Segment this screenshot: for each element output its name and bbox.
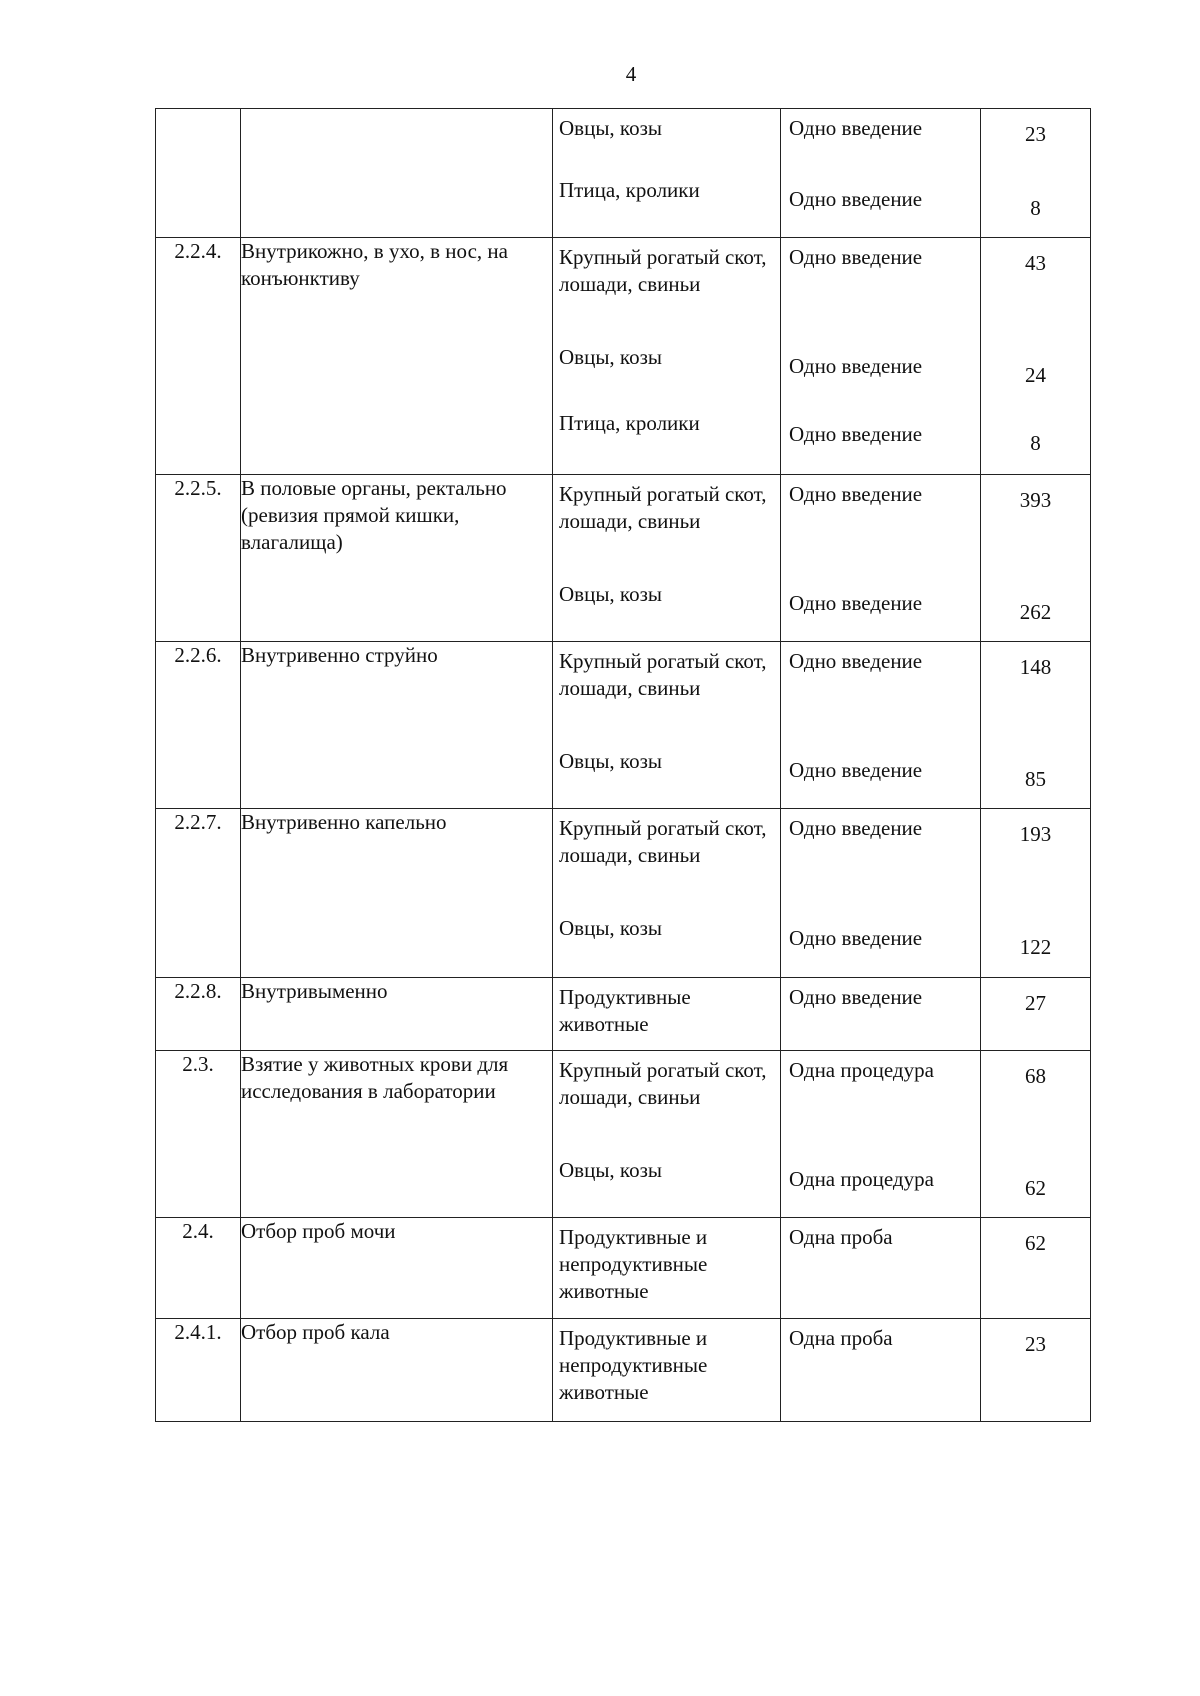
animal-category: Птица, кролики	[559, 411, 700, 435]
table-row	[156, 238, 1091, 475]
unit-of-measure: Одно введение	[789, 816, 923, 840]
row-service-name: Отбор проб кала	[241, 1319, 553, 1422]
table-row	[156, 642, 1091, 809]
price-value: 8	[1030, 431, 1041, 455]
row-code: 2.4.	[156, 1218, 241, 1319]
price-table	[155, 108, 1091, 1422]
price-value: 27	[1025, 991, 1046, 1015]
row-unit-cell	[781, 109, 981, 238]
row-code	[156, 109, 241, 238]
price-value: 68	[1025, 1064, 1046, 1088]
price-value: 23	[1025, 122, 1046, 146]
price-value: 8	[1030, 196, 1041, 220]
animal-category: Продуктивные и непродуктивные животные	[559, 1225, 708, 1303]
row-unit-cell	[781, 1218, 981, 1319]
row-unit-cell	[781, 1051, 981, 1218]
row-unit-cell	[781, 1319, 981, 1422]
animal-category: Крупный рогатый скот, лошади, свиньи	[559, 649, 767, 700]
price-value: 193	[1019, 822, 1052, 846]
row-service-name: В половые органы, ректально (ревизия прямой кишки, влагалища)	[241, 475, 553, 642]
animal-category: Овцы, козы	[559, 916, 662, 940]
unit-of-measure: Одно введение	[789, 482, 923, 506]
animal-category: Крупный рогатый скот, лошади, свиньи	[559, 1058, 767, 1109]
unit-of-measure: Одно введение	[789, 985, 923, 1009]
animal-category: Продуктивные животные	[559, 985, 691, 1036]
row-code: 2.2.8.	[156, 978, 241, 1051]
animal-category: Крупный рогатый скот, лошади, свиньи	[559, 816, 767, 867]
row-animals-cell	[553, 1319, 781, 1422]
row-unit-cell	[781, 238, 981, 475]
row-code: 2.4.1.	[156, 1319, 241, 1422]
table-row	[156, 809, 1091, 978]
row-price-cell	[981, 1319, 1091, 1422]
row-service-name	[241, 109, 553, 238]
page-number: 4	[625, 62, 637, 86]
unit-of-measure: Одно введение	[789, 422, 923, 446]
row-service-name: Внутривенно капельно	[241, 809, 553, 978]
price-value: 43	[1025, 251, 1046, 275]
animal-category: Птица, кролики	[559, 178, 700, 202]
row-service-name: Внутривенно струйно	[241, 642, 553, 809]
animal-category: Овцы, козы	[559, 345, 662, 369]
row-unit-cell	[781, 978, 981, 1051]
price-value: 122	[1019, 935, 1052, 959]
unit-of-measure: Одно введение	[789, 187, 923, 211]
row-price-cell	[981, 238, 1091, 475]
price-value: 23	[1025, 1332, 1046, 1356]
row-code: 2.2.6.	[156, 642, 241, 809]
unit-of-measure: Одно введение	[789, 245, 923, 269]
row-service-name: Взятие у животных крови для исследования в лаборатории	[241, 1051, 553, 1218]
row-animals-cell	[553, 1218, 781, 1319]
row-animals-cell	[553, 475, 781, 642]
row-price-cell	[981, 1218, 1091, 1319]
row-service-name: Отбор проб мочи	[241, 1218, 553, 1319]
price-value: 148	[1019, 655, 1052, 679]
unit-of-measure: Одно введение	[789, 354, 923, 378]
row-code: 2.2.5.	[156, 475, 241, 642]
unit-of-measure: Одно введение	[789, 649, 923, 673]
table-row	[156, 1218, 1091, 1319]
row-service-name: Внутрикожно, в ухо, в нос, на конъюнктиву	[241, 238, 553, 475]
row-animals-cell	[553, 978, 781, 1051]
table-row	[156, 475, 1091, 642]
row-animals-cell	[553, 109, 781, 238]
row-unit-cell	[781, 642, 981, 809]
animal-category: Крупный рогатый скот, лошади, свиньи	[559, 482, 767, 533]
row-price-cell	[981, 978, 1091, 1051]
animal-category: Овцы, козы	[559, 749, 662, 773]
unit-of-measure: Одна проба	[789, 1225, 893, 1249]
unit-of-measure: Одна процедура	[789, 1167, 934, 1191]
row-price-cell	[981, 1051, 1091, 1218]
row-service-name: Внутривыменно	[241, 978, 553, 1051]
row-unit-cell	[781, 809, 981, 978]
animal-category: Овцы, козы	[559, 1158, 662, 1182]
unit-of-measure: Одно введение	[789, 116, 923, 140]
row-animals-cell	[553, 238, 781, 475]
table-row	[156, 978, 1091, 1051]
unit-of-measure: Одно введение	[789, 926, 923, 950]
table-row	[156, 1051, 1091, 1218]
unit-of-measure: Одна проба	[789, 1326, 893, 1350]
row-animals-cell	[553, 1051, 781, 1218]
price-value: 62	[1025, 1231, 1046, 1255]
row-animals-cell	[553, 809, 781, 978]
price-value: 62	[1025, 1176, 1046, 1200]
table-row	[156, 1319, 1091, 1422]
unit-of-measure: Одна процедура	[789, 1058, 934, 1082]
animal-category: Крупный рогатый скот, лошади, свиньи	[559, 245, 767, 296]
animal-category: Овцы, козы	[559, 582, 662, 606]
unit-of-measure: Одно введение	[789, 591, 923, 615]
row-animals-cell	[553, 642, 781, 809]
row-price-cell	[981, 475, 1091, 642]
unit-of-measure: Одно введение	[789, 758, 923, 782]
animal-category: Продуктивные и непродуктивные животные	[559, 1326, 708, 1404]
row-code: 2.3.	[156, 1051, 241, 1218]
row-price-cell	[981, 109, 1091, 238]
table-row	[156, 109, 1091, 238]
price-value: 393	[1019, 488, 1052, 512]
row-price-cell	[981, 642, 1091, 809]
price-value: 85	[1025, 767, 1046, 791]
price-value: 262	[1019, 600, 1052, 624]
row-price-cell	[981, 809, 1091, 978]
table-body	[156, 109, 1091, 1422]
animal-category: Овцы, козы	[559, 116, 662, 140]
price-value: 24	[1025, 363, 1046, 387]
row-code: 2.2.4.	[156, 238, 241, 475]
row-unit-cell	[781, 475, 981, 642]
row-code: 2.2.7.	[156, 809, 241, 978]
